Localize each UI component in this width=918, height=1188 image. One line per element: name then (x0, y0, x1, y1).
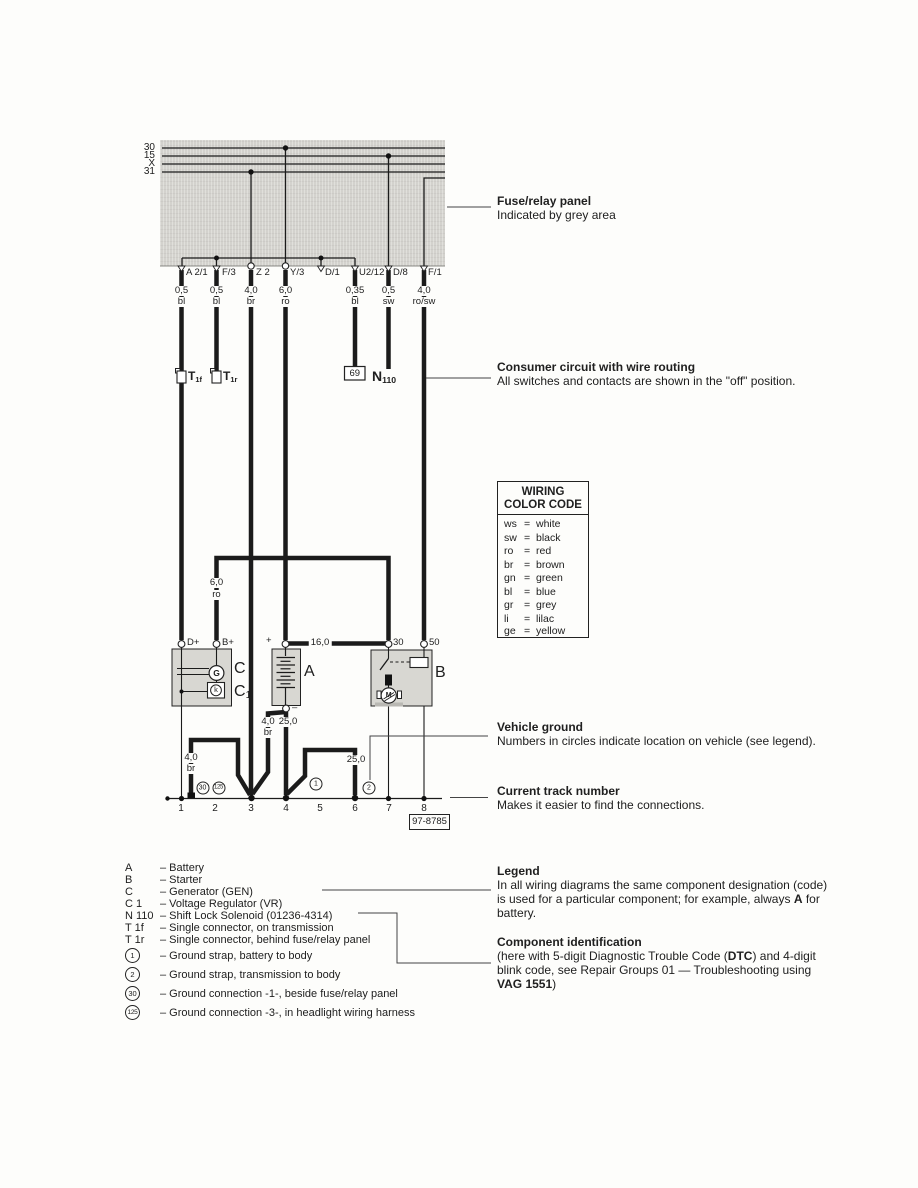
mid-gauge-color: ro (212, 589, 221, 600)
legend-circle-1: 1 (125, 948, 140, 963)
terminal-label-b-plus: B+ (222, 637, 234, 648)
legend-desc-ground-1: – Ground strap, battery to body (160, 950, 313, 962)
component-letter-a: A (304, 663, 315, 680)
eq: = (524, 545, 531, 557)
color-code-abbr-bl: bl (504, 585, 513, 598)
mid-bus-wires (217, 558, 389, 644)
track-1: 1 (178, 803, 184, 814)
panel-junction-dots (214, 145, 391, 260)
eq: = (524, 585, 531, 598)
annotation-component-id-line3: VAG 1551) (497, 977, 557, 991)
legend-code-b: B (125, 874, 133, 886)
color-code-name-yellow: yellow (536, 625, 566, 637)
legend-desc-ground-2: – Ground strap, transmission to body (160, 969, 341, 981)
terminal-label-a21: A 2/1 (186, 267, 208, 278)
track-7: 7 (386, 803, 392, 814)
ground-left-color: br (186, 763, 196, 774)
legend-desc-t1f: – Single connector, on transmission (160, 922, 334, 934)
color-code-abbr-ro: ro (504, 545, 514, 557)
generator-symbol-letter: G (213, 667, 220, 678)
gauge-size-4: 6,0 (278, 285, 293, 296)
track-5: 5 (317, 803, 323, 814)
gauge-size-5: 0,35 (345, 285, 365, 296)
gauge-size-2: 0,5 (209, 285, 224, 296)
battery-ground-a-color: br (263, 727, 273, 738)
terminal-battery-minus (283, 705, 290, 712)
gauge-color-6: sw (382, 296, 395, 307)
terminal-label-f1: F/1 (428, 267, 442, 278)
track-ref-label: 69 (349, 367, 361, 379)
terminal-label-y3: Y/3 (290, 267, 305, 278)
gauge-size-7: 4,0 (417, 285, 431, 296)
color-code-abbr-gn: gn (504, 572, 516, 584)
annotation-legend-line1: In all wiring diagrams the same component designation (code) (497, 878, 828, 892)
connector-t1f (177, 371, 186, 383)
legend-code-t1f: T 1f (125, 922, 144, 934)
color-code-abbr-br: br (504, 558, 514, 571)
color-code-abbr-ws: ws (504, 518, 517, 530)
gauge-color-4: ro (281, 296, 290, 307)
color-code-abbr-li: li (504, 612, 509, 625)
diagram-ref-number: 97-8785 (409, 814, 450, 830)
legend-circle-125: 125 (125, 1005, 140, 1020)
regulator-symbol-letter: k (214, 685, 218, 694)
annotation-vehicle-ground-body: Numbers in circles indicate location on vehicle (see legend). (497, 734, 816, 748)
color-code-name-red: red (536, 545, 552, 557)
color-code-name-black: black (536, 531, 561, 544)
track-3: 3 (248, 803, 254, 814)
track-6: 6 (352, 803, 358, 814)
ground-circle-125: 125 (212, 781, 225, 794)
color-code-title-1: WIRING (521, 486, 565, 498)
terminal-label-f3: F/3 (222, 267, 236, 278)
terminal-label-plus: + (266, 635, 272, 646)
eq: = (524, 558, 531, 571)
terminal-battery-plus (282, 641, 289, 648)
legend-code-a: A (125, 862, 133, 874)
terminal-label-d8: D/8 (393, 267, 408, 278)
gauge-color-2: bl (212, 296, 221, 307)
terminal-d-plus (178, 641, 185, 648)
annotation-component-id-line2: blink code, see Repair Groups 01 — Troubleshooting using (497, 963, 812, 977)
component-label-n110: $N_{110}$ (372, 368, 397, 385)
color-code-name-white: white (536, 518, 561, 530)
color-code-abbr-gr: gr (504, 599, 514, 611)
eq: = (524, 572, 531, 584)
legend-desc-c1: – Voltage Regulator (VR) (160, 898, 283, 910)
terminal-label-minus: – (292, 702, 298, 713)
bus-label-15: 15 (143, 150, 155, 161)
component-letter-c: C (234, 660, 246, 677)
terminal-30 (385, 641, 392, 648)
component-letter-b: B (435, 664, 446, 681)
legend-code-c: C (125, 886, 133, 898)
mid-gauge-size: 6,0 (209, 577, 224, 588)
component-letter-c1: $C_1$ (234, 683, 252, 701)
gauge-color-3: br (246, 296, 256, 307)
legend-desc-c: – Generator (GEN) (160, 886, 253, 898)
connector-label-t1f: $T_{1f}$ (188, 369, 202, 384)
ground-left-size: 4,0 (184, 752, 198, 763)
gauge-size-6: 0,5 (381, 285, 396, 296)
eq: = (524, 518, 531, 530)
legend-desc-t1r: – Single connector, behind fuse/relay panel (160, 934, 371, 946)
legend-circle-2: 2 (125, 967, 140, 982)
annotation-legend-line3: battery. (497, 906, 537, 920)
eq: = (524, 612, 531, 625)
color-code-abbr-ge: ge (504, 625, 516, 637)
annotation-component-id-line1: (here with 5-digit Diagnostic Trouble Code (DTC) and 4-digit (497, 949, 816, 963)
gauge-color-1: bl (177, 296, 186, 307)
terminal-label-d1: D/1 (325, 267, 340, 278)
gauge-color-5: bl (351, 296, 359, 307)
terminal-label-u212: U2/12 (359, 267, 385, 278)
annotation-consumer-body: All switches and contacts are shown in the "off" position. (497, 374, 796, 388)
wiring-color-code-box (497, 481, 589, 638)
legend-circle-30: 30 (125, 986, 140, 1001)
battery-ground-a-size: 4,0 (261, 716, 275, 727)
terminal-label-d-plus: D+ (187, 637, 200, 648)
annotation-track-number-body: Makes it easier to find the connections. (497, 798, 705, 812)
track-2: 2 (212, 803, 218, 814)
annotation-fuse-title: Fuse/relay panel (497, 194, 592, 208)
track-4: 4 (283, 803, 289, 814)
color-code-name-blue: blue (536, 585, 556, 598)
legend-desc-ground-125: – Ground connection -3-, in headlight wiring harness (160, 1007, 415, 1019)
panel-internal-wires (182, 148, 445, 266)
color-code-name-green: green (536, 572, 563, 584)
annotation-legend-title: Legend (497, 864, 540, 878)
terminal-50 (421, 641, 428, 648)
annotation-legend-line2: is used for a particular component; for example, always A for (497, 892, 820, 906)
eq: = (524, 599, 531, 611)
eq: = (524, 531, 531, 544)
color-code-name-grey: grey (536, 599, 557, 611)
annotation-track-number-title: Current track number (497, 784, 620, 798)
terminal-label-z2: Z 2 (256, 267, 270, 278)
legend-code-n110: N 110 (125, 910, 154, 922)
gauge-color-7: ro/sw (412, 296, 436, 307)
terminal-label-30: 30 (393, 637, 404, 648)
legend-desc-ground-30: – Ground connection -1-, beside fuse/relay panel (160, 988, 398, 1000)
color-code-title-2: COLOR CODE (504, 499, 582, 511)
gauge-size-1: 0,5 (174, 285, 189, 296)
annotation-consumer-title: Consumer circuit with wire routing (497, 360, 696, 374)
contact-block (385, 675, 392, 686)
ground-right-size: 25,0 (346, 754, 366, 765)
bus-label-x: X (148, 158, 155, 169)
bus-label-30: 30 (143, 142, 155, 153)
legend-code-t1r: T 1r (125, 934, 145, 946)
color-code-abbr-sw: sw (504, 531, 517, 544)
battery-link-gauge: 16,0 (310, 637, 330, 648)
legend-desc-n110: – Shift Lock Solenoid (01236-4314) (160, 910, 333, 922)
color-code-divider (498, 514, 588, 515)
track-baseline (165, 795, 442, 801)
legend-desc-a: – Battery (160, 862, 205, 874)
annotation-vehicle-ground-title: Vehicle ground (497, 720, 584, 734)
motor-symbol-letter: M (385, 692, 392, 699)
ground-circle-30: 30 (196, 781, 209, 794)
eq: = (524, 625, 531, 637)
bus-lines (160, 148, 445, 266)
ground-circle-2: 2 (363, 781, 376, 794)
terminal-label-50: 50 (429, 637, 440, 648)
bus-label-31: 31 (143, 166, 155, 177)
legend-desc-b: – Starter (160, 874, 203, 886)
track-8: 8 (421, 803, 427, 814)
color-code-name-lilac: lilac (536, 612, 555, 625)
annotation-component-id-title: Component identification (497, 935, 642, 949)
color-code-name-brown: brown (536, 558, 565, 571)
connector-t1r (212, 371, 221, 383)
gauge-size-3: 4,0 (244, 285, 258, 296)
battery-ground-b-size: 25,0 (278, 716, 298, 727)
legend-code-c1: C 1 (125, 898, 143, 910)
ground-circle-1: 1 (310, 778, 323, 791)
connector-label-t1r: $T_{1r}$ (223, 369, 238, 384)
solenoid-coil (410, 658, 428, 668)
connector-glyphs (176, 367, 366, 384)
annotation-pointer-lines (322, 207, 491, 963)
annotation-fuse-body: Indicated by grey area (497, 208, 616, 222)
terminal-b-plus (213, 641, 220, 648)
consumer-wires (182, 267, 425, 795)
